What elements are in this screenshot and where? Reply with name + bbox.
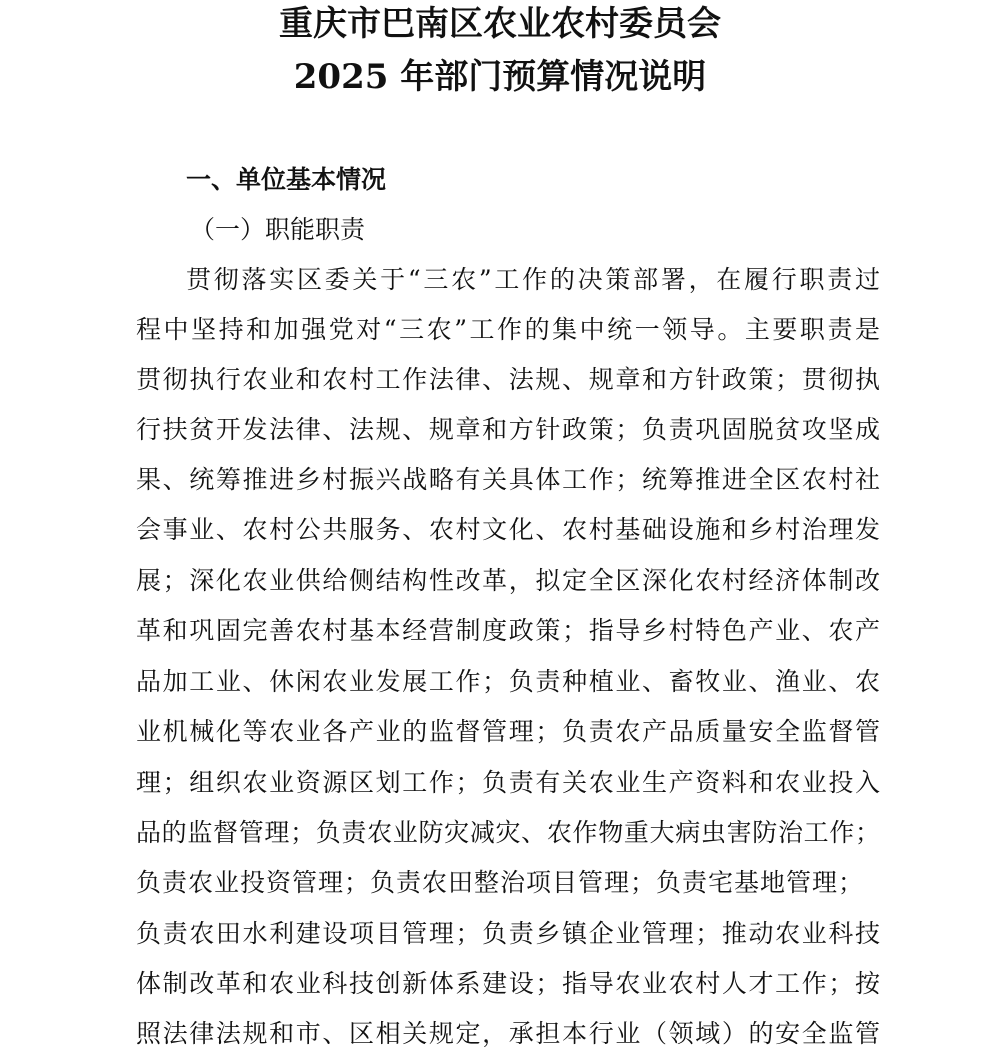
document-title-line-2: 2025 年部门预算情况说明: [293, 57, 707, 97]
section-heading: 一、单位基本情况: [186, 165, 387, 194]
document-title-line-1: 重庆市巴南区农业农村委员会: [279, 4, 721, 44]
paragraph-line: 品加工业、休闲农业发展工作；负责种植业、畜牧业、渔业、农: [136, 667, 880, 696]
paragraph-line: 贯彻执行农业和农村工作法律、法规、规章和方针政策；贯彻执: [136, 365, 880, 394]
paragraph-line: 果、统筹推进乡村振兴战略有关具体工作；统筹推进全区农村社: [136, 465, 880, 494]
paragraph-line: 会事业、农村公共服务、农村文化、农村基础设施和乡村治理发: [136, 515, 880, 544]
paragraph-line: 理；组织农业资源区划工作；负责有关农业生产资料和农业投入: [136, 768, 880, 797]
paragraph-line: 贯彻落实区委关于“三农”工作的决策部署，在履行职责过: [186, 265, 880, 294]
paragraph-line: 负责农业投资管理；负责农田整治项目管理；负责宅基地管理；: [136, 868, 865, 897]
paragraph-line: 展；深化农业供给侧结构性改革，拟定全区深化农村经济体制改: [136, 566, 880, 595]
paragraph-line: 行扶贫开发法律、法规、规章和方针政策；负责巩固脱贫攻坚成: [136, 415, 880, 444]
paragraph-line: 革和巩固完善农村基本经营制度政策；指导乡村特色产业、农产: [136, 616, 880, 645]
paragraph-line: 业机械化等农业各产业的监督管理；负责农产品质量安全监督管: [136, 717, 880, 746]
paragraph-line: 照法律法规和市、区相关规定，承担本行业（领域）的安全监管: [136, 1019, 880, 1048]
paragraph-line: 程中坚持和加强党对“三农”工作的集中统一领导。主要职责是: [136, 315, 880, 344]
paragraph-line: 体制改革和农业科技创新体系建设；指导农业农村人才工作；按: [136, 969, 880, 998]
paragraph-line: 品的监督管理；负责农业防灾减灾、农作物重大病虫害防治工作；: [136, 818, 880, 847]
paragraph-line: 负责农田水利建设项目管理；负责乡镇企业管理；推动农业科技: [136, 919, 880, 948]
subsection-heading: （一）职能职责: [190, 215, 366, 244]
